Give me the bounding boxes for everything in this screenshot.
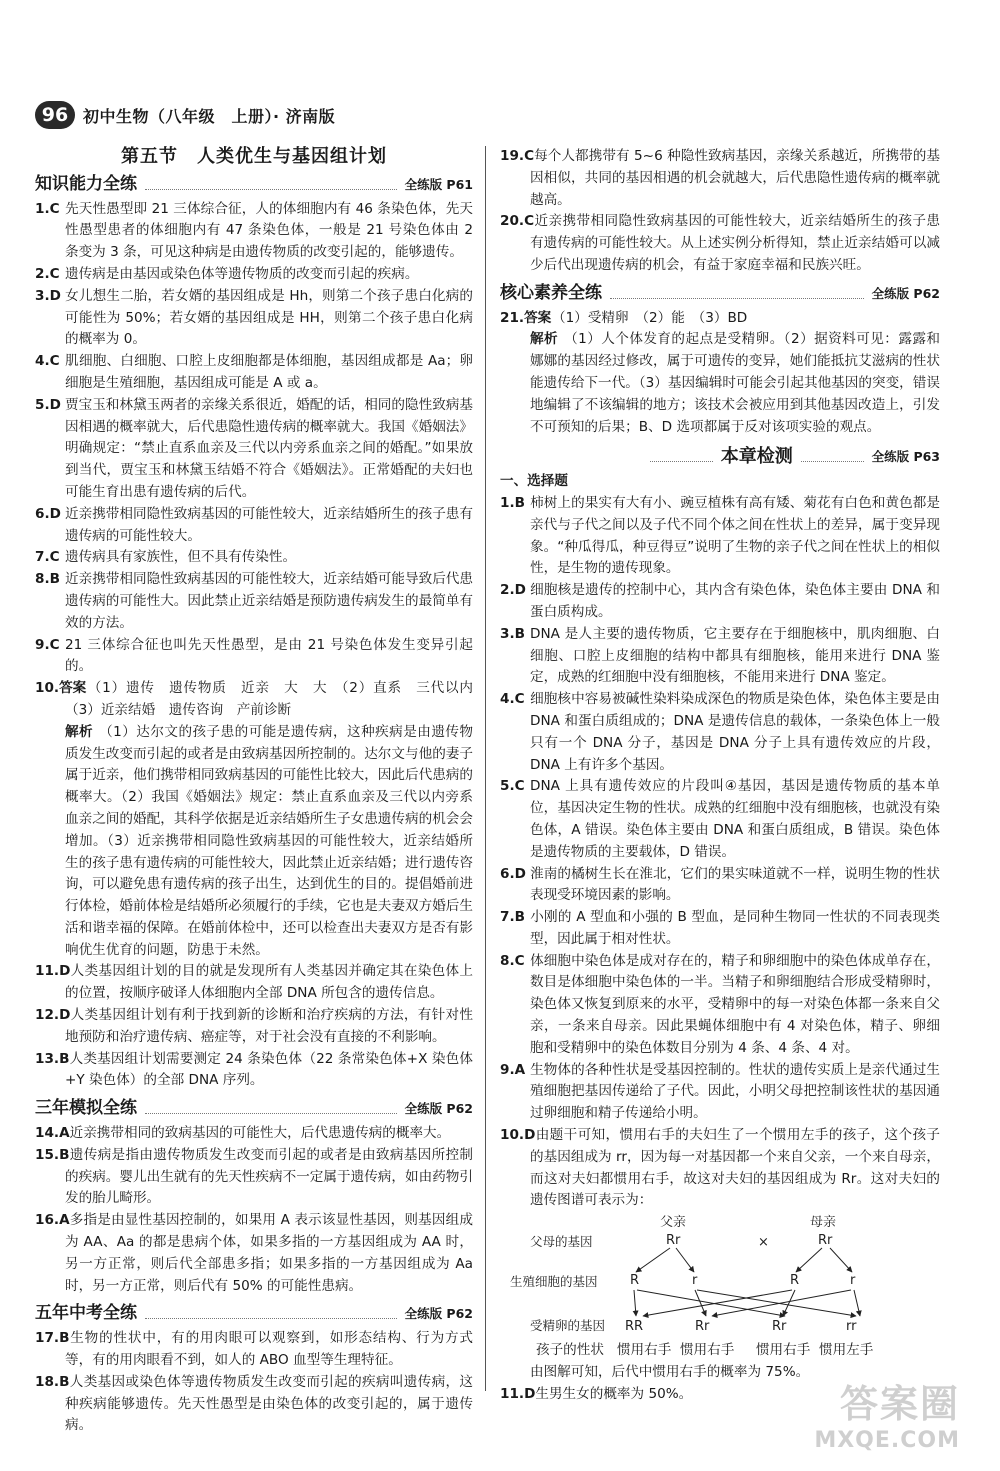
answer-text: （1）受精卵 （2）能 （3）BD: [552, 309, 748, 326]
answer-item: [35, 547, 473, 569]
answer-number: 11.D: [500, 1385, 536, 1402]
answer-number: 5.C: [500, 778, 525, 795]
answer-text: DNA 上具有遗传效应的片段叫④基因，基因是遗传物质的基本单位，基因决定生物的性状。成熟的红细胞中没有细胞核，也就没有染色体，A 错误。染色体主要由 DNA 和蛋白质组成，B 错误。染色体是遗传物质的主要载体，D 错误。: [530, 778, 940, 860]
analysis-text: （1）人个体发育的起点是受精卵。（2）据资料可见：露露和娜娜的基因经过修改，属于可遗传的变异，她们能抵抗艾滋病的性状能遗传给下一代。（3）基因编辑时可能会引起其他基因的突变，错误地编辑了不该编辑的地方；该技术会被应用到其他基因改造上，引发不可预知的后果；B、D 选项都属于反对该项实验的观点。: [530, 331, 940, 435]
answer-number: 21.答案: [500, 309, 552, 326]
answer-number: 7.C: [35, 549, 60, 566]
answer-number: 3.D: [35, 287, 61, 304]
dotted-rule: [145, 1318, 397, 1319]
gamete: r: [692, 1273, 698, 1289]
answer-text: 体细胞中染色体是成对存在的，精子和卵细胞中的染色体成单存在，数目是体细胞中染色体的一半。当精子和卵细胞结合形成受精卵时，染色体又恢复到原来的水平，受精卵中的每一对染色体都一条来自父亲，一条来自母亲。因此果蝇体细胞中有 4 对染色体，精子、卵细胞和受精卵中的染色体数目分别为 4 条、4 条、4 对。: [530, 952, 940, 1056]
answer-number: 9.A: [500, 1061, 526, 1078]
zygote: rr: [846, 1319, 857, 1335]
gamete: R: [630, 1273, 640, 1289]
section-header-three-year: [35, 1098, 473, 1120]
inheritance-diagram: [500, 1214, 920, 1340]
answer-text: 先天性愚型即 21 三体综合征，人的体细胞内有 46 条染色体，先天性愚型患者的体细胞内有 47 条染色体，一般是 21 号染色体由 2 条变为 3 条，可见这种病是由遗传物质的改变引起的，能够遗传。: [65, 200, 473, 261]
answer-item-10: [35, 678, 487, 722]
answer-text: 近亲携带相同隐性致病基因的可能性较大，近亲结婚可能导致后代患遗传病的可能性大。因此禁止近亲结婚是预防遗传病发生的最简单有效的方法。: [65, 571, 473, 631]
row-label-zygote: 受精卵的基因: [530, 1318, 606, 1334]
right-column: [500, 146, 940, 1406]
section-name: 三年模拟全练: [35, 1098, 137, 1119]
answer-number: 17.B: [35, 1330, 70, 1347]
subheading-choice: 一、选择题: [500, 473, 568, 490]
dotted-rule: [145, 189, 397, 190]
answer-text: 生物体的各种性状是受基因控制的。性状的遗传实质上是亲代通过生殖细胞把基因传递给了子代。因此，小明父母把控制该性状的基因通过卵细胞和精子传递给小明。: [530, 1061, 940, 1122]
answer-item: [500, 624, 940, 689]
answer-item: [35, 1328, 473, 1372]
answer-text: 近亲携带相同隐性致病基因的可能性较大，近亲结婚所生的孩子患有遗传病的可能性较大。: [65, 505, 473, 544]
section-ref: 全练版 P62: [404, 1306, 473, 1322]
section-name: 核心素养全练: [500, 282, 602, 303]
answer-item: [35, 351, 473, 395]
answer-number: 10.答案: [35, 680, 87, 697]
answer-item: [500, 776, 940, 863]
answer-number: 9.C: [35, 636, 60, 653]
answer-item: [500, 689, 940, 776]
answer-item: [35, 286, 473, 351]
answer-item: [35, 199, 473, 264]
mother-label: 母亲: [810, 1215, 837, 1231]
answer-number: 4.C: [35, 353, 60, 370]
trait: 惯用左手: [818, 1342, 874, 1359]
answer-number: 15.B: [35, 1146, 70, 1163]
answer-item: [35, 635, 473, 679]
watermark-title: 答案圈: [839, 1382, 960, 1426]
answer-text: 人类基因或染色体等遗传物质发生改变而引起的疾病叫遗传病，这种疾病能够遗传。先天性愚型是由染色体的改变引起的，属于遗传病。: [65, 1373, 473, 1434]
answer-text: DNA 是人主要的遗传物质，它主要存在于细胞核中，肌肉细胞、白细胞、口腔上皮细胞的结构中都具有细胞核，能用来进行 DNA 鉴定，成熟的红细胞中没有细胞核，不能用来进行 DNA 鉴定。: [530, 625, 940, 686]
answer-item: [500, 1125, 940, 1212]
trait: 惯用右手: [755, 1342, 811, 1359]
traits-row: [500, 1340, 940, 1362]
dotted-rule: [650, 461, 713, 462]
dotted-rule: [801, 461, 864, 462]
dotted-rule: [610, 298, 864, 299]
answer-item: [35, 1145, 473, 1210]
section-name: 知识能力全练: [35, 173, 137, 194]
section-ref: 全练版 P61: [404, 176, 473, 192]
watermark: [814, 1373, 960, 1453]
answer-item: [35, 264, 473, 286]
answer-number: 8.B: [35, 571, 60, 588]
answer-number: 12.D: [35, 1007, 71, 1024]
father-label: 父亲: [660, 1215, 687, 1231]
answer-text: 由题干可知，惯用右手的夫妇生了一个惯用左手的孩子，这个孩子的基因组成为 rr，因为每一对基因都一个来自父亲，一个来自母亲，而这对夫妇都惯用右手，故这对夫妇的基因组成为 Rr。这对夫妇的遗传图谱可表示为：: [530, 1127, 940, 1209]
cross-symbol: ×: [758, 1235, 769, 1251]
answer-number: 10.D: [500, 1127, 536, 1144]
section-name: 本章检测: [720, 446, 793, 468]
answer-number: 18.B: [35, 1373, 70, 1390]
section-header-knowledge: [35, 174, 473, 196]
answer-number: 6.D: [500, 865, 526, 882]
answer-text: 女儿想生二胎，若女婿的基因组成是 Hh，则第二个孩子患白化病的可能性为 50%；若女婿的基因组成是 HH，则第二个孩子患白化病的概率为 0。: [65, 287, 473, 348]
fertilization-arrows: [634, 1290, 860, 1316]
answer-item: [500, 211, 940, 276]
answer-text: 近亲携带相同的致病基因的可能性大，后代患遗传病的概率大。: [69, 1125, 451, 1142]
analysis-text: （1）达尔文的孩子患的可能是遗传病，这种疾病是由遗传物质发生改变而引起的或者是由致病基因所控制的。达尔文与他的妻子属于近亲，他们携带相同致病基因的可能性比较大，因此后代患病的概率大。（2）我国《婚姻法》规定：禁止直系血亲及三代以内旁系血亲之间的婚配，其科学依据是近亲结婚所生子女患遗传病的机会会增加。（3）近亲携带相同隐性致病基因的可能性较大，近亲结婚所生的孩子患有遗传病的可能性较大，因此禁止近亲结婚；进行遗传咨询，可以避免患有遗传病的孩子出生，达到优生的目的。提倡婚前进行体检，婚前体检是结婚所必须履行的手续，它也是夫妻双方婚后生活和谐幸福的保障。在婚前体检中，还可以检查出夫妻双方是否有影响优生优育的问题，防患于未然。: [65, 723, 474, 958]
zygote: Rr: [695, 1319, 710, 1335]
answer-number: 7.B: [500, 909, 525, 926]
analysis: [35, 722, 473, 962]
column-divider: [485, 146, 486, 1391]
answer-item-21: [500, 308, 940, 330]
trait: 惯用右手: [679, 1342, 735, 1359]
section-header-five-year: [35, 1303, 473, 1325]
zygote: Rr: [772, 1319, 787, 1335]
answer-item: [35, 1210, 473, 1297]
answer-number: 3.B: [500, 625, 525, 642]
answer-text: 柿树上的果实有大有小、豌豆植株有高有矮、菊花有白色和黄色都是亲代与子代之间以及子代不同个体之间在性状上的差异，属于变异现象。“种瓜得瓜，种豆得豆”说明了生物的亲子代之间在性状上的相似性，是生物的遗传现象。: [530, 494, 940, 577]
answer-item: [500, 493, 940, 580]
answer-item: [35, 395, 473, 504]
analysis: [500, 329, 940, 438]
section-ref: 全练版 P62: [404, 1101, 473, 1117]
answer-number: 13.B: [35, 1050, 70, 1067]
father-genotype: Rr: [666, 1233, 681, 1249]
zygote: RR: [625, 1319, 644, 1335]
section-header-chapter-test: [500, 446, 940, 468]
answer-text: 遗传病是由基因或染色体等遗传物质的改变而引起的疾病。: [65, 265, 419, 282]
answer-item: [35, 1372, 473, 1437]
answer-text: 细胞核是遗传的控制中心，其内含有染色体，染色体主要由 DNA 和蛋白质构成。: [530, 582, 940, 620]
section-title: 第五节 人类优生与基因组计划: [121, 146, 387, 167]
dotted-rule: [145, 1113, 397, 1114]
answer-number: 6.D: [35, 505, 61, 522]
answer-text: 小刚的 A 型血和小强的 B 型血，是同种生物同一性状的不同表现类型，因此属于相对性状。: [530, 909, 940, 947]
answer-number: 5.D: [35, 396, 61, 413]
answer-number: 2.D: [500, 582, 526, 599]
answer-text: 生男生女的概率为 50%。: [535, 1385, 693, 1402]
answer-number: 11.D: [35, 963, 71, 980]
section-ref: 全练版 P63: [871, 449, 941, 465]
book-title: 初中生物（八年级 上册）· 济南版: [83, 106, 336, 126]
answer-item: [35, 1049, 473, 1093]
answer-text: 21 三体综合征也叫先天性愚型，是由 21 号染色体发生变异引起的。: [65, 636, 473, 675]
answer-text: 近亲携带相同隐性致病基因的可能性较大，近亲结婚所生的孩子患有遗传病的可能性较大。从上述实例分析得知，禁止近亲结婚可以减少后代出现遗传病的机会，有益于家庭幸福和民族兴旺。: [530, 213, 940, 273]
answer-text: 人类基因组计划的目的就是发现所有人类基因并确定其在染色体上的位置，按顺序破译人体细胞内全部 DNA 所包含的遗传信息。: [65, 963, 473, 1002]
row-label-gametes: 生殖细胞的基因: [510, 1274, 598, 1290]
answer-text: 每个人都携带有 5~6 种隐性致病基因，亲缘关系越近，所携带的基因相似，共同的基因相遇的机会就越大，后代患隐性遗传病的概率就越高。: [530, 148, 940, 208]
answer-number: 1.C: [35, 200, 60, 217]
analysis-label: 解析: [65, 723, 94, 740]
answer-text: 细胞核中容易被碱性染料染成深色的物质是染色体，染色体主要是由 DNA 和蛋白质组成的；DNA 是遗传信息的载体，一条染色体上一般只有一个 DNA 分子，基因是 DNA 分子上具有遗传效应的片段，DNA 上有许多个基因。: [530, 691, 940, 773]
answer-item: [35, 1005, 473, 1049]
page-number: 96: [35, 101, 75, 129]
answer-text: 贾宝玉和林黛玉两者的亲缘关系很近，婚配的话，相同的隐性致病基因相遇的概率就大，后代患隐性遗传病的概率就大。我国《婚姻法》明确规定：“禁止直系血亲及三代以内旁系血亲之间的婚配。”如果放到当代，贾宝玉和林黛玉结婚不符合《婚姻法》。正常婚配的夫妇也可能生育出患有遗传病的后代。: [65, 396, 473, 500]
page-header: [35, 100, 335, 130]
gamete: r: [850, 1273, 856, 1289]
answer-item: [35, 1123, 473, 1145]
section-header-core: [500, 283, 940, 305]
answer-text: 生物的性状中，有的用肉眼可以观察到，如形态结构、行为方式等，有的用肉眼看不到，如人的 ABO 血型等生理特征。: [65, 1330, 473, 1369]
gamete-arrows: [636, 1248, 852, 1272]
answer-text: 淮南的橘树生长在淮北，它们的果实味道就不一样，说明生物的性状表现受环境因素的影响。: [530, 865, 940, 904]
answer-number: 19.C: [500, 148, 535, 164]
answer-item: [35, 504, 473, 548]
answer-number: 2.C: [35, 265, 60, 282]
answer-text: 人类基因组计划需要测定 24 条染色体（22 条常染色体+X 染色体+Y 染色体）的全部 DNA 序列。: [65, 1050, 473, 1089]
answer-item: [500, 580, 940, 624]
row-label-parent-genes: 父母的基因: [530, 1234, 593, 1250]
section-name: 五年中考全练: [35, 1303, 137, 1324]
answer-number: 20.C: [500, 213, 535, 230]
section-ref: 全练版 P62: [871, 285, 940, 301]
answer-number: 8.C: [500, 952, 525, 969]
answer-text: 遗传病具有家族性，但不具有传染性。: [65, 549, 297, 566]
diagram-conclusion: 由图解可知，后代中惯用右手的概率为 75%。: [530, 1364, 810, 1381]
watermark-url: MXQE.COM: [814, 1428, 960, 1453]
answer-text: 人类基因组计划有利于找到新的诊断和治疗疾病的方法，有针对性地预防和治疗遗传病、癌症等，对于社会没有直接的不利影响。: [65, 1007, 473, 1045]
answer-item: [500, 907, 940, 951]
answer-number: 16.A: [35, 1212, 70, 1229]
answer-item: [35, 961, 473, 1005]
answer-text: 多指是由显性基因控制的，如果用 A 表示该显性基因，则基因组成为 AA、Aa 的都是患病个体，如果多指的一方基因组成为 AA 时，另一方正常，则后代全部患多指；如果多指的一方基因组成为 Aa 时，另一方正常，则后代有 50% 的可能性患病。: [65, 1212, 473, 1294]
answer-text: 肌细胞、白细胞、口腔上皮细胞都是体细胞，基因组成都是 Aa；卵细胞是生殖细胞，基因组成可能是 A 或 a。: [65, 353, 473, 391]
answer-item: [500, 951, 940, 1060]
trait: 惯用右手: [616, 1342, 672, 1359]
answer-text: （1）遗传 遗传物质 近亲 大 大 （2）直系 三代以内 （3）近亲结婚 遗传咨询 产前诊断: [65, 680, 487, 718]
left-column: [35, 146, 487, 1437]
answer-number: 14.A: [35, 1125, 70, 1142]
answer-item: [500, 864, 940, 908]
answer-item: [500, 1060, 940, 1125]
answer-item: [500, 146, 940, 211]
answer-text: 遗传病是指由遗传物质发生改变而引起的或者是由致病基因所控制的疾病。婴儿出生就有的先天性疾病不一定属于遗传病，如由药物引发的胎儿畸形。: [65, 1146, 473, 1207]
mother-genotype: Rr: [818, 1233, 833, 1249]
traits-label: 孩子的性状: [536, 1342, 604, 1359]
answer-number: 4.C: [500, 691, 525, 708]
answer-number: 1.B: [500, 494, 525, 511]
answer-item: [35, 569, 473, 634]
gamete: R: [790, 1273, 800, 1289]
analysis-label: 解析: [530, 331, 559, 348]
